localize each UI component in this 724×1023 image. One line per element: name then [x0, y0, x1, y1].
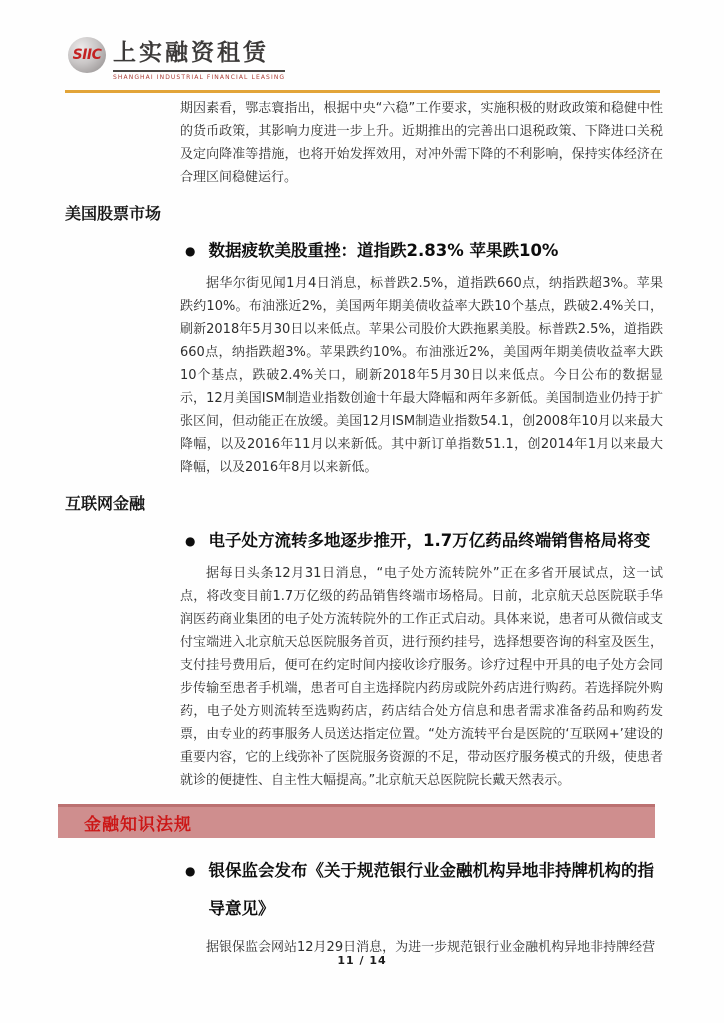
- siic-brand-text: SIIC: [72, 47, 102, 63]
- regulation-banner: [58, 804, 655, 838]
- company-subtitle: SHANGHAI INDUSTRIAL FINANCIAL LEASING: [113, 74, 286, 81]
- header-gold-rule: [65, 90, 660, 93]
- bullet-icon: ●: [185, 864, 196, 878]
- section-title-internet-finance: 互联网金融: [65, 494, 146, 513]
- company-logo: [68, 34, 285, 81]
- news-headline: 银保监会发布《关于规范银行业金融机构异地非持牌机构的指导意见》: [208, 861, 654, 918]
- logo-text: [113, 34, 285, 81]
- news-headline-row: [185, 852, 654, 928]
- news-headline: 数据疲软美股重挫：道指跌2.83% 苹果跌10%: [208, 241, 559, 260]
- news-item-regulation: [0, 852, 724, 959]
- news-body: 据银保监会网站12月29日消息，为进一步规范银行业金融机构异地非持牌经营: [206, 940, 656, 955]
- news-headline: 电子处方流转多地逐步推开，1.7万亿药品终端销售格局将变: [208, 531, 651, 550]
- news-item-eprescription: [0, 528, 724, 792]
- report-content: [0, 97, 724, 959]
- news-headline-row: [185, 238, 654, 264]
- news-headline-row: [185, 528, 654, 554]
- news-body: 据每日头条12月31日消息，“电子处方流转院外”正在多省开展试点，这一试点，将改变目前1.7万亿级的药品销售终端市场格局。日前，北京航天总医院联手华润医药商业集团的电子处方流转院外的工作正式启动。具体来说，患者可从微信或支付宝端进入北京航天总医院服务首页，进行预约挂号，选择想要咨询的科室及医生，支付挂号费用后，便可在约定时间内接收诊疗服务。诊疗过程中开具的电子处方会同步传输至患者手机端，患者可自主选择院内药房或院外药店进行购药。若选择院外购药，电子处方则流转至选购药店，药店结合处方信息和患者需求准备药品和购药发票，由专业的药事服务人员送达指定位置。“处方流转平台是医院的‘互联网+’建设的重要内容，它的上线弥补了医院服务资源的不足，带动医疗服务模式的升级，使患者就诊的便捷性、自主性大幅提高。”北京航天总医院院长戴天然表示。: [180, 566, 663, 788]
- bullet-icon: ●: [185, 244, 196, 258]
- intro-paragraph: 期因素看，鄂志寰指出，根据中央“六稳”工作要求，实施积极的财政政策和稳健中性的货币政策，其影响力度进一步上升。近期推出的完善出口退税政策、下降进口关税及定向降准等措施，也将开始发挥效用，对冲外需下降的不利影响，保持实体经济在合理区间稳健运行。: [180, 101, 663, 185]
- bullet-icon: ●: [185, 534, 196, 548]
- page-number: 11 / 14: [337, 954, 387, 967]
- news-body: 据华尔街见闻1月4日消息，标普跌2.5%，道指跌660点，纳指跌超3%。苹果跌约10%。布油涨近2%，美国两年期美债收益率大跌10个基点，跌破2.4%关口，刷新2018年5月30日以来低点。苹果公司股价大跌拖累美股。标普跌2.5%，道指跌660点，纳指跌超3%。苹果跌约10%。布油涨近2%，美国两年期美债收益率大跌10个基点，跌破2.4%关口，刷新2018年5月30日以来低点。今日公布的数据显示，12月美国ISM制造业指数创逾十年最大降幅和两年多新低。美国制造业仍持于扩张区间，但动能正在放缓。美国12月ISM制造业指数54.1，创2008年10月以来最大降幅，以及2016年11月以来新低。其中新订单指数51.1，创2014年1月以来最大降幅，以及2016年8月以来新低。: [180, 276, 663, 475]
- siic-globe-icon: [68, 37, 106, 73]
- banner-label: 金融知识法规: [84, 815, 192, 835]
- section-title-us-market: 美国股票市场: [65, 204, 162, 223]
- news-item-us-market: [0, 238, 724, 479]
- company-name: 上实融资租赁: [113, 34, 285, 72]
